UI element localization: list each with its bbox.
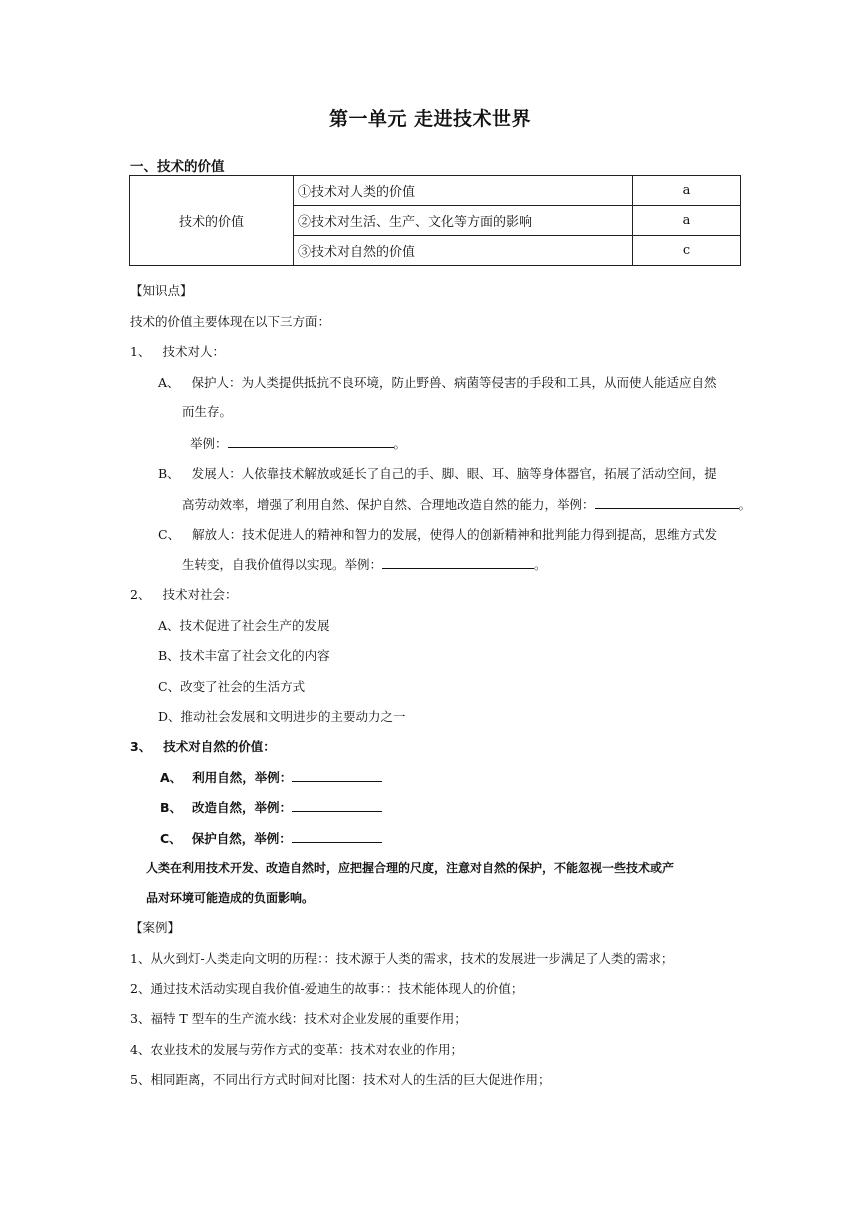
knowledge-intro: 技术的价值主要体现在以下三方面： — [130, 314, 331, 329]
point-1c-line1 — [158, 526, 717, 544]
case-item: 1、从火到灯-人类走向文明的历程：：技术源于人类的需求，技术的发展进一步满足了人类的需求； — [130, 951, 674, 966]
period: 。 — [393, 436, 407, 451]
table-category-cell: 技术的价值 — [130, 176, 294, 266]
answer-blank — [292, 768, 382, 782]
answer-blank — [292, 829, 382, 843]
item-text: 改造自然，举例： — [192, 800, 293, 815]
case-item: 4、农业技术的发展与劳作方式的变革：技术对农业的作用； — [130, 1042, 463, 1057]
point-3-heading — [130, 738, 276, 756]
point-1a-line2: 而生存。 — [182, 404, 233, 419]
point-number: 3、 — [130, 739, 152, 754]
point-title: 技术对社会： — [162, 587, 238, 602]
point-1a-example — [190, 434, 406, 453]
point-3-item — [160, 798, 382, 817]
point-number: 2、 — [130, 587, 151, 602]
answer-blank — [228, 434, 394, 448]
point-3-note-line2: 品对环境可能造成的负面影响。 — [146, 891, 315, 905]
point-3-item — [160, 829, 382, 848]
section-heading: 一、技术的价值 — [130, 159, 225, 175]
item-text: 保护自然，举例： — [191, 831, 292, 846]
point-number: 1、 — [130, 344, 151, 359]
item-label: B、 — [158, 466, 180, 481]
table-item-cell: ①技术对人类的价值 — [294, 176, 633, 206]
case-item: 2、通过技术活动实现自我价值-爱迪生的故事：：技术能体现人的价值； — [130, 981, 524, 996]
item-label: C、 — [158, 527, 181, 542]
point-title: 技术对自然的价值： — [163, 739, 276, 754]
point-1b-line2 — [182, 495, 751, 514]
example-label: 举例： — [190, 436, 228, 451]
item-text: 保护人：为人类提供抵抗不良环境，防止野兽、病菌等侵害的手段和工具，从而使人能适应自然 — [191, 375, 717, 390]
item-text: 高劳动效率，增强了利用自然、保护自然、合理地改造自然的能力，举例： — [182, 497, 595, 512]
table-row — [130, 176, 741, 206]
item-label: B、 — [160, 800, 183, 815]
point-title: 技术对人： — [162, 344, 225, 359]
point-3-item — [160, 768, 382, 787]
table-level-cell: a — [633, 176, 741, 206]
table-item-cell: ②技术对生活、生产、文化等方面的影响 — [294, 206, 633, 236]
item-text: 生转变，自我价值得以实现。举例： — [182, 557, 383, 572]
point-2-item: A、技术促进了社会生产的发展 — [158, 618, 330, 633]
answer-blank — [292, 798, 382, 812]
table-item-cell: ③技术对自然的价值 — [294, 236, 633, 266]
table-level-cell: c — [633, 236, 741, 266]
item-text: 解放人：技术促进人的精神和智力的发展，使得人的创新精神和批判能力得到提高，思维方式发 — [192, 527, 718, 542]
page-title: 第一单元 走进技术世界 — [328, 108, 532, 130]
knowledge-heading: 【知识点】 — [130, 283, 193, 298]
item-text: 利用自然，举例： — [192, 770, 293, 785]
item-label: A、 — [160, 770, 183, 785]
cases-heading: 【案例】 — [130, 920, 181, 935]
point-1-heading — [130, 343, 225, 361]
point-3-note-line1: 人类在利用技术开发、改造自然时，应把握合理的尺度，注意对自然的保护，不能忽视一些技术或产 — [146, 861, 675, 875]
value-table — [129, 175, 741, 266]
point-2-item: C、改变了社会的生活方式 — [158, 679, 306, 694]
point-1a-line1 — [158, 374, 717, 392]
table-level-cell: a — [633, 206, 741, 236]
point-2-item: D、推动社会发展和文明进步的主要动力之一 — [158, 709, 406, 724]
answer-blank — [595, 495, 739, 509]
period: 。 — [738, 497, 752, 512]
item-label: A、 — [158, 375, 180, 390]
case-item: 5、相同距离，不同出行方式时间对比图：技术对人的生活的巨大促进作用； — [130, 1072, 551, 1087]
item-text: 发展人：人依靠技术解放或延长了自己的手、脚、眼、耳、脑等身体器官，拓展了活动空间，提 — [191, 466, 717, 481]
period: 。 — [534, 557, 547, 572]
answer-blank — [382, 555, 534, 569]
point-1b-line1 — [158, 465, 717, 483]
point-2-heading — [130, 586, 237, 604]
item-label: C、 — [160, 831, 182, 846]
point-1c-line2 — [182, 555, 547, 574]
point-2-item: B、技术丰富了社会文化的内容 — [158, 648, 330, 663]
case-item: 3、福特 T 型车的生产流水线：技术对企业发展的重要作用； — [130, 1011, 467, 1026]
